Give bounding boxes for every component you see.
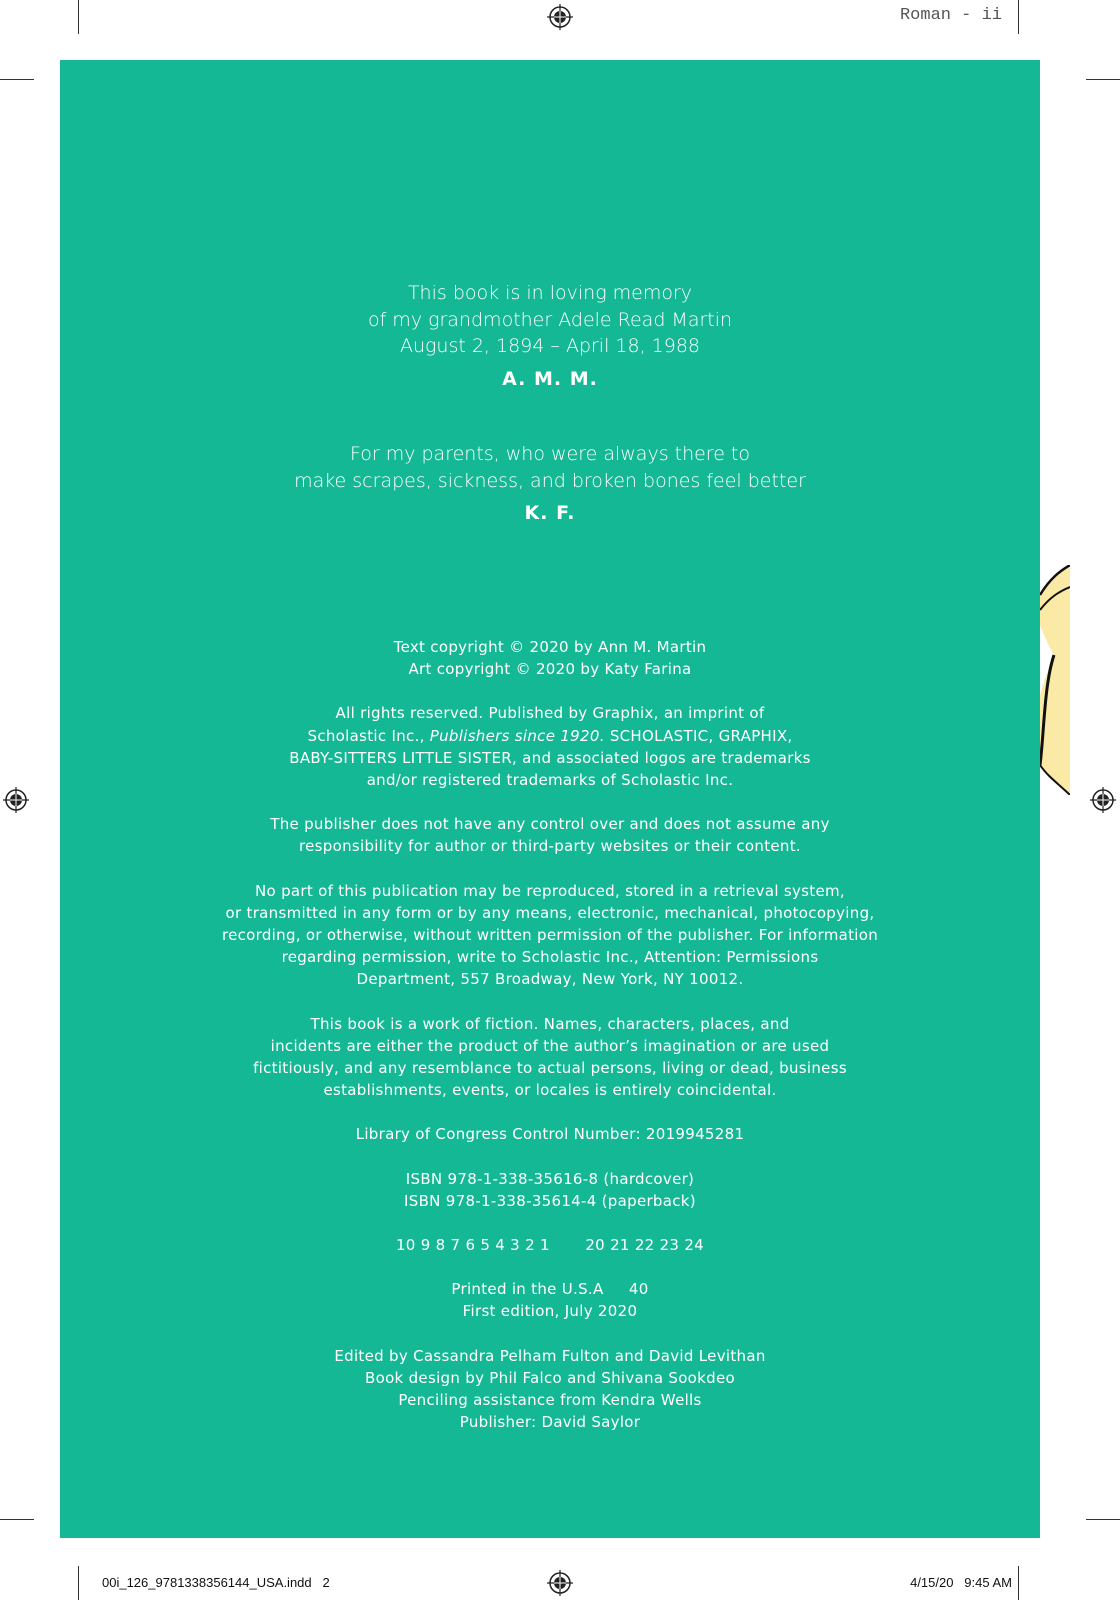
paragraph-line: recording, or otherwise, without written permission of the publisher. For information bbox=[221, 926, 879, 945]
crop-mark bbox=[1086, 79, 1120, 80]
registration-mark-icon bbox=[547, 4, 573, 30]
dedication-amm bbox=[60, 280, 1040, 392]
lccn-text: Library of Congress Control Number: 2019945281 bbox=[355, 1125, 745, 1144]
credits-block bbox=[60, 1345, 1040, 1434]
paragraph-line: incidents are either the product of the author’s imagination or are used bbox=[270, 1036, 830, 1055]
dedication-kf bbox=[60, 441, 1040, 527]
rights-text: SCHOLASTIC, GRAPHIX, bbox=[604, 726, 793, 745]
crop-mark bbox=[78, 1566, 79, 1600]
dedication-initials: K. F. bbox=[524, 502, 576, 524]
registration-mark-icon bbox=[1090, 787, 1116, 813]
paragraph-line: Department, 557 Broadway, New York, NY 10012. bbox=[356, 970, 744, 989]
credit-line: Book design by Phil Falco and Shivana Sookdeo bbox=[365, 1368, 735, 1387]
first-edition: First edition, July 2020 bbox=[462, 1302, 638, 1321]
reproduction-paragraph bbox=[60, 880, 1040, 991]
rights-line: BABY-SITTERS LITTLE SISTER, and associated logos are trademarks bbox=[289, 748, 811, 767]
dedication-line: make scrapes, sickness, and broken bones feel better bbox=[294, 469, 806, 492]
slug-timestamp: 4/15/20 9:45 AM bbox=[910, 1575, 1012, 1590]
rights-line: and/or registered trademarks of Scholastic Inc. bbox=[366, 771, 734, 790]
crop-mark bbox=[78, 0, 79, 34]
printing-line-text: 10 9 8 7 6 5 4 3 2 1 20 21 22 23 24 bbox=[395, 1236, 705, 1255]
slug-filename: 00i_126_9781338356144_USA.indd 2 bbox=[102, 1575, 330, 1590]
crop-mark bbox=[1018, 1566, 1019, 1600]
paragraph-line: or transmitted in any form or by any means, electronic, mechanical, photocopying, bbox=[225, 903, 875, 922]
printing-line bbox=[60, 1234, 1040, 1256]
art-copyright: Art copyright © 2020 by Katy Farina bbox=[408, 660, 692, 679]
dedication-initials: A. M. M. bbox=[502, 367, 598, 390]
lccn bbox=[60, 1123, 1040, 1145]
isbn-hardcover: ISBN 978-1-338-35616-8 (hardcover) bbox=[405, 1169, 695, 1188]
paragraph-line: fictitiously, and any resemblance to actual persons, living or dead, business bbox=[253, 1059, 847, 1078]
dedication-line: August 2, 1894 – April 18, 1988 bbox=[399, 335, 701, 357]
rights-text: Scholastic Inc., bbox=[307, 726, 430, 745]
paragraph-line: responsibility for author or third-party websites or their content. bbox=[299, 837, 801, 856]
credit-line: Publisher: David Saylor bbox=[459, 1413, 641, 1432]
slug-header: Roman - ii bbox=[899, 6, 1002, 25]
fiction-paragraph bbox=[60, 1013, 1040, 1102]
paragraph-line: This book is a work of fiction. Names, characters, places, and bbox=[310, 1014, 790, 1033]
paragraph-line: The publisher does not have any control over and does not assume any bbox=[270, 815, 830, 834]
dedication-line: This book is in loving memory bbox=[407, 282, 693, 304]
copyright-block bbox=[60, 636, 1040, 1455]
crop-mark bbox=[1086, 1519, 1120, 1520]
dedication-line: For my parents, who were always there to bbox=[349, 443, 751, 465]
paragraph-line: establishments, events, or locales is entirely coincidental. bbox=[323, 1081, 777, 1100]
rights-line bbox=[60, 725, 1040, 747]
crop-mark bbox=[1018, 0, 1019, 34]
printed-in: Printed in the U.S.A 40 bbox=[451, 1280, 649, 1299]
publisher-control-paragraph bbox=[60, 813, 1040, 857]
credit-line: Penciling assistance from Kendra Wells bbox=[398, 1391, 702, 1410]
credit-line: Edited by Cassandra Pelham Fulton and David Levithan bbox=[334, 1346, 766, 1365]
rights-line: All rights reserved. Published by Graphix, an imprint of bbox=[335, 704, 765, 723]
crop-mark bbox=[0, 79, 34, 80]
rights-paragraph bbox=[60, 702, 1040, 791]
edition-block bbox=[60, 1278, 1040, 1322]
paragraph-line: No part of this publication may be reproduced, stored in a retrieval system, bbox=[255, 881, 845, 900]
page bbox=[60, 60, 1040, 1538]
dedication-line: of my grandmother Adele Read Martin bbox=[367, 308, 733, 331]
crop-mark bbox=[0, 1519, 34, 1520]
rights-italic: Publishers since 1920. bbox=[429, 726, 605, 745]
paragraph-line: regarding permission, write to Scholastic Inc., Attention: Permissions bbox=[281, 948, 819, 967]
isbn-paperback: ISBN 978-1-338-35614-4 (paperback) bbox=[404, 1191, 696, 1210]
copyright-notice bbox=[60, 636, 1040, 680]
text-copyright: Text copyright © 2020 by Ann M. Martin bbox=[393, 638, 707, 656]
registration-mark-icon bbox=[3, 787, 29, 813]
artwork-bleed bbox=[1040, 565, 1070, 795]
isbn-block bbox=[60, 1168, 1040, 1212]
registration-mark-icon bbox=[547, 1570, 573, 1596]
